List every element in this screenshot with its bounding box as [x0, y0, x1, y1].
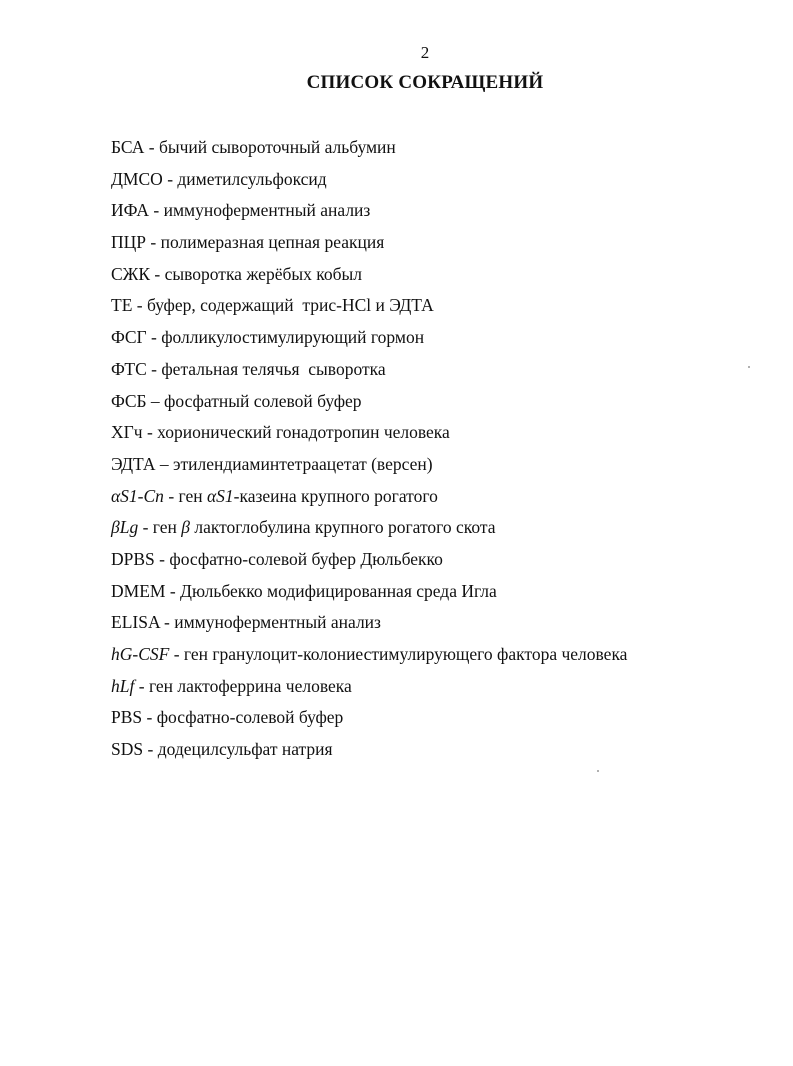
abbreviation-definition: иммуноферментный анализ: [174, 612, 381, 633]
abbreviation-item: [111, 167, 771, 199]
abbreviation-item: [111, 389, 771, 421]
abbreviation-separator: -: [142, 707, 157, 728]
abbreviation-definition: этилендиаминтетраацетат (версен): [172, 453, 433, 474]
abbreviation-term: hG-CSF: [111, 644, 170, 664]
abbreviation-definition: иммуноферментный анализ: [163, 200, 371, 221]
abbreviation-separator: -: [149, 200, 164, 221]
scan-speck: [597, 770, 599, 772]
abbreviation-item: [111, 135, 771, 167]
abbreviation-separator: -: [162, 168, 178, 189]
abbreviation-item: [111, 674, 771, 706]
abbreviation-separator: -: [146, 358, 162, 379]
abbreviation-item: [111, 420, 771, 452]
abbreviation-definition: бычий сывороточный альбумин: [158, 137, 396, 157]
abbreviation-item: [111, 484, 771, 516]
abbreviation-separator: -: [163, 485, 179, 506]
abbreviation-separator: -: [159, 612, 175, 633]
abbreviation-definition: хорионический гонадотропин человека: [157, 422, 450, 443]
abbreviation-definition: диметилсульфоксид: [177, 168, 327, 189]
abbreviation-term: ФТС: [111, 358, 147, 379]
abbreviation-separator: -: [144, 137, 159, 157]
page-title: СПИСОК СОКРАЩЕНИЙ: [306, 72, 544, 93]
abbreviation-item: [111, 230, 771, 262]
abbreviation-definition: ген лактоферрина человека: [148, 675, 352, 696]
abbreviation-separator: -: [142, 422, 158, 443]
abbreviation-separator: -: [132, 295, 147, 316]
abbreviation-term: ELISA: [111, 612, 160, 633]
abbreviation-definition: додецилсульфат натрия: [157, 739, 333, 760]
abbreviation-separator: -: [138, 517, 153, 538]
abbreviation-term: ФСГ: [111, 327, 147, 348]
abbreviation-term: ПЦР: [111, 232, 147, 253]
abbreviation-term: hLf: [111, 675, 135, 696]
abbreviation-term: ТЕ: [111, 295, 133, 316]
abbreviation-term: СЖК: [111, 263, 151, 284]
page-number: 2: [420, 43, 430, 62]
abbreviation-item: [111, 737, 771, 769]
abbreviation-separator: -: [146, 232, 161, 253]
abbreviation-item: [111, 198, 771, 230]
abbreviation-separator: –: [155, 453, 173, 474]
abbreviation-term: SDS: [111, 739, 144, 760]
abbreviation-separator: -: [154, 548, 170, 569]
abbreviation-term: БСА: [111, 137, 145, 157]
abbreviation-item: [111, 452, 771, 484]
abbreviation-separator: -: [150, 263, 165, 284]
abbreviation-item: [111, 547, 771, 579]
abbreviation-item: [111, 610, 771, 642]
abbreviation-separator: -: [165, 580, 181, 601]
abbreviation-definition: сыворотка жерёбых кобыл: [164, 263, 363, 284]
abbreviation-list: [111, 135, 771, 769]
abbreviation-definition: ген гранулоцит-колониестимулирующего фактора человека: [183, 644, 628, 664]
abbreviation-separator: -: [134, 675, 149, 696]
abbreviation-definition: ген β лактоглобулина крупного рогатого скота: [152, 517, 496, 538]
abbreviation-definition: ген αS1-казеина крупного рогатого: [178, 485, 438, 506]
abbreviation-definition: Дюльбекко модифицированная среда Игла: [180, 580, 497, 601]
abbreviation-term: αS1-Cn: [111, 485, 164, 506]
abbreviation-definition: фосфатно-солевой буфер Дюльбекко: [169, 548, 443, 569]
abbreviation-term: ХГч: [111, 422, 143, 443]
abbreviation-item: [111, 642, 771, 674]
scan-speck: [748, 366, 750, 368]
abbreviation-term: ДМСО: [111, 168, 163, 189]
abbreviation-term: PBS: [111, 707, 143, 728]
abbreviation-item: [111, 325, 771, 357]
abbreviation-definition: фолликулостимулирующий гормон: [161, 327, 425, 348]
abbreviation-term: DMEM: [111, 580, 166, 601]
abbreviation-separator: -: [146, 327, 162, 348]
abbreviation-item: [111, 705, 771, 737]
abbreviation-separator: –: [146, 390, 165, 411]
abbreviation-definition: буфер, содержащий трис-HCl и ЭДТА: [146, 295, 434, 316]
abbreviation-separator: -: [169, 644, 184, 664]
abbreviation-definition: фосфатно-солевой буфер: [156, 707, 344, 728]
abbreviation-term: ЭДТА: [111, 453, 156, 474]
abbreviation-definition: полимеразная цепная реакция: [160, 232, 385, 253]
abbreviation-item: [111, 293, 771, 325]
abbreviation-term: DPBS: [111, 548, 155, 569]
abbreviation-term: βLg: [111, 517, 139, 538]
abbreviation-term: ФСБ: [111, 390, 147, 411]
abbreviation-definition: фосфатный солевой буфер: [164, 390, 362, 411]
abbreviation-item: [111, 579, 771, 611]
abbreviation-separator: -: [143, 739, 158, 760]
abbreviation-term: ИФА: [111, 200, 149, 221]
abbreviation-definition: фетальная телячья сыворотка: [161, 358, 386, 379]
abbreviation-item: [111, 515, 771, 547]
abbreviation-item: [111, 262, 771, 294]
abbreviation-item: [111, 357, 771, 389]
